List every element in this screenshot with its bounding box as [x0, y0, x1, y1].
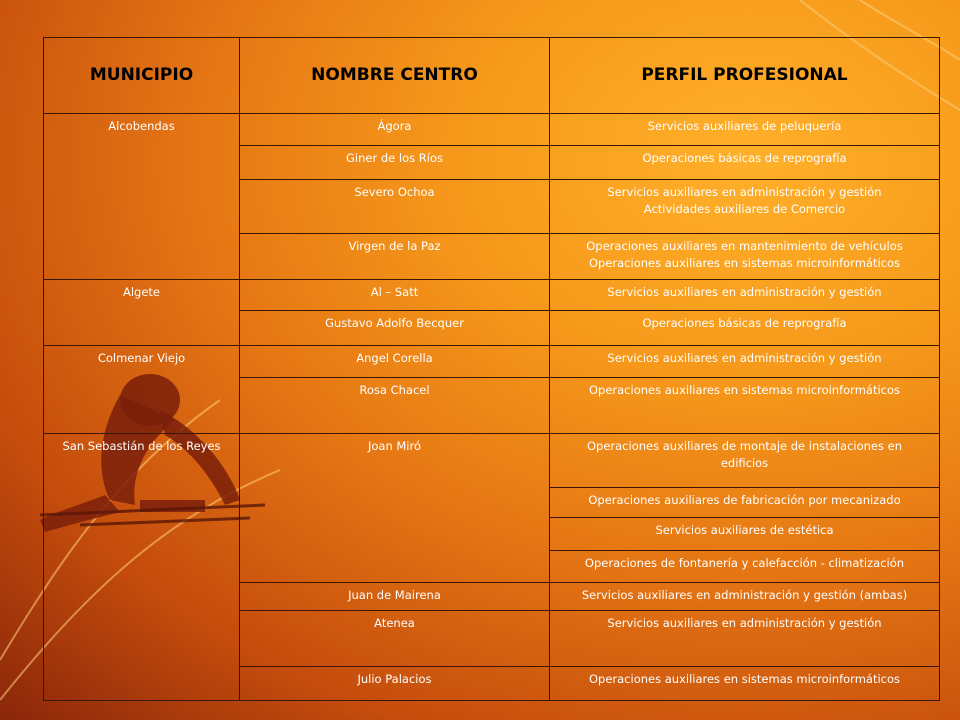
municipio-cell: Alcobendas — [44, 114, 240, 280]
perfil-line: Operaciones auxiliares en mantenimiento de vehículos — [586, 239, 903, 253]
table-row — [44, 280, 940, 311]
centro-cell: Severo Ochoa — [240, 180, 550, 234]
municipio-cell: Algete — [44, 280, 240, 346]
perfil-line: Operaciones auxiliares en sistemas microinformáticos — [588, 256, 901, 270]
centros-table — [43, 37, 940, 701]
perfil-line: Operaciones auxiliares de fabricación por mecanizado — [588, 493, 901, 507]
perfil-line: Servicios auxiliares de estética — [655, 523, 834, 537]
perfil-cell — [550, 311, 940, 346]
centro-cell: Angel Corella — [240, 346, 550, 378]
perfil-line: Servicios auxiliares de peluquería — [647, 119, 842, 133]
centro-cell: Julio Palacios — [240, 667, 550, 701]
perfil-line: Operaciones de fontanería y calefacción - climatización — [584, 556, 905, 570]
perfil-cell — [550, 234, 940, 280]
perfil-cell — [550, 667, 940, 701]
table-row — [44, 346, 940, 378]
table-row — [44, 434, 940, 488]
perfil-line: Servicios auxiliares en administración y gestión — [607, 351, 882, 365]
table-row — [44, 114, 940, 146]
municipio-cell: San Sebastián de los Reyes — [44, 434, 240, 701]
perfil-line: Servicios auxiliares en administración y gestión — [607, 185, 882, 199]
perfil-line: Operaciones auxiliares en sistemas microinformáticos — [588, 383, 901, 397]
perfil-cell — [550, 488, 940, 518]
header-nombre-centro: NOMBRE CENTRO — [240, 38, 550, 114]
perfil-line: Actividades auxiliares de Comercio — [643, 202, 846, 216]
perfil-cell — [550, 518, 940, 551]
perfil-line: Operaciones auxiliares de montaje de instalaciones en — [586, 439, 902, 453]
perfil-cell — [550, 114, 940, 146]
centro-cell: Ágora — [240, 114, 550, 146]
centro-cell: Joan Miró — [240, 434, 550, 583]
centro-cell: Giner de los Ríos — [240, 146, 550, 180]
perfil-line: edificios — [720, 456, 769, 470]
header-row — [44, 38, 940, 114]
perfil-cell — [550, 280, 940, 311]
perfil-line: Servicios auxiliares en administración y gestión (ambas) — [581, 588, 908, 602]
centro-cell: Virgen de la Paz — [240, 234, 550, 280]
municipio-cell: Colmenar Viejo — [44, 346, 240, 434]
header-perfil-profesional: PERFIL PROFESIONAL — [550, 38, 940, 114]
centro-cell: Atenea — [240, 611, 550, 667]
perfil-cell — [550, 611, 940, 667]
perfil-line: Operaciones auxiliares en sistemas microinformáticos — [588, 672, 901, 686]
perfil-cell — [550, 180, 940, 234]
perfil-line: Servicios auxiliares en administración y gestión — [607, 616, 882, 630]
centro-cell: Rosa Chacel — [240, 378, 550, 434]
centro-cell: Gustavo Adolfo Becquer — [240, 311, 550, 346]
perfil-cell — [550, 346, 940, 378]
perfil-cell — [550, 434, 940, 488]
perfil-cell — [550, 378, 940, 434]
perfil-cell — [550, 583, 940, 611]
centro-cell: Al – Satt — [240, 280, 550, 311]
perfil-line: Operaciones básicas de reprografía — [642, 151, 847, 165]
centro-cell: Juan de Mairena — [240, 583, 550, 611]
perfil-cell — [550, 551, 940, 583]
header-municipio: MUNICIPIO — [44, 38, 240, 114]
perfil-line: Servicios auxiliares en administración y gestión — [607, 285, 882, 299]
perfil-line: Operaciones básicas de reprografía — [642, 316, 847, 330]
perfil-cell — [550, 146, 940, 180]
